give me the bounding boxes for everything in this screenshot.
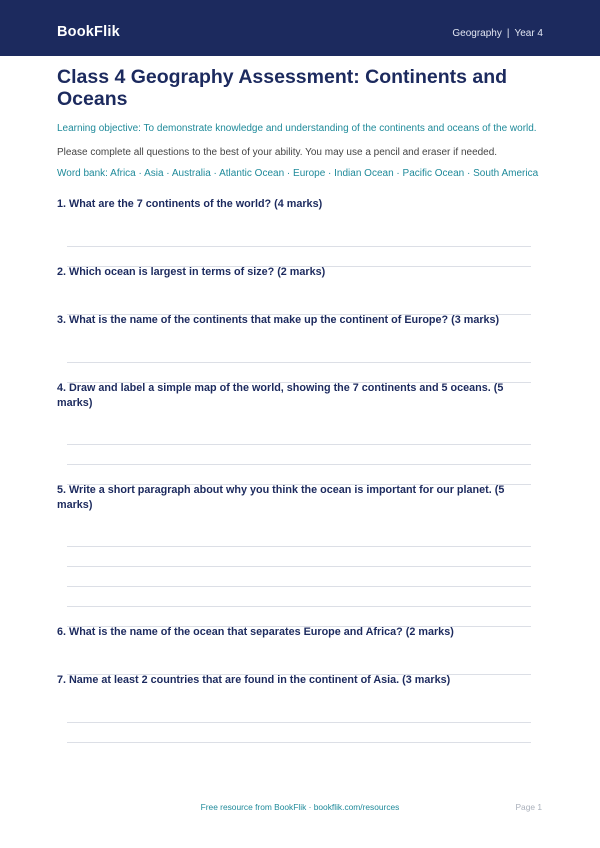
footer-credit[interactable]: Free resource from BookFlik · bookflik.com/resources — [200, 802, 400, 812]
question-3: 3. What is the name of the continents that make up the continent of Europe? (3 marks) — [57, 314, 500, 326]
question-1: 1. What are the 7 continents of the world? (4 marks) — [57, 198, 323, 210]
word-bank: Word bank: Africa · Asia · Australia · Atlantic Ocean · Europe · Indian Ocean · Pacific Ocean · South America — [57, 168, 539, 179]
page-header — [0, 0, 600, 56]
question-4: 4. Draw and label a simple map of the world, showing the 7 continents and 5 oceans. (5 marks) — [57, 382, 504, 409]
header-separator: | — [506, 28, 510, 39]
brand-logo: BookFlik — [57, 24, 120, 40]
answer-line[interactable] — [67, 606, 531, 607]
learning-objective: Learning objective: To demonstrate knowledge and understanding of the continents and oceans of the world. — [57, 123, 537, 134]
answer-line[interactable] — [67, 546, 531, 547]
answer-line[interactable] — [67, 566, 531, 567]
answer-line[interactable] — [67, 464, 531, 465]
subject-label: Geography — [452, 28, 502, 39]
answer-line[interactable] — [67, 444, 531, 445]
year-label: Year 4 — [514, 28, 543, 39]
page-title: Class 4 Geography Assessment: Continents and Oceans — [57, 66, 508, 110]
answer-line[interactable] — [67, 246, 531, 247]
header-meta — [452, 28, 543, 39]
page-number: Page 1 — [515, 802, 542, 812]
question-6: 6. What is the name of the ocean that separates Europe and Africa? (2 marks) — [57, 626, 454, 638]
question-5: 5. Write a short paragraph about why you think the ocean is important for our planet. (5 marks) — [57, 484, 505, 511]
answer-line[interactable] — [67, 362, 531, 363]
question-2: 2. Which ocean is largest in terms of size? (2 marks) — [57, 266, 326, 278]
answer-line[interactable] — [67, 722, 531, 723]
answer-line[interactable] — [67, 586, 531, 587]
instructions: Please complete all questions to the best of your ability. You may use a pencil and eraser if needed. — [57, 147, 498, 158]
question-7: 7. Name at least 2 countries that are found in the continent of Asia. (3 marks) — [57, 674, 451, 686]
answer-line[interactable] — [67, 742, 531, 743]
